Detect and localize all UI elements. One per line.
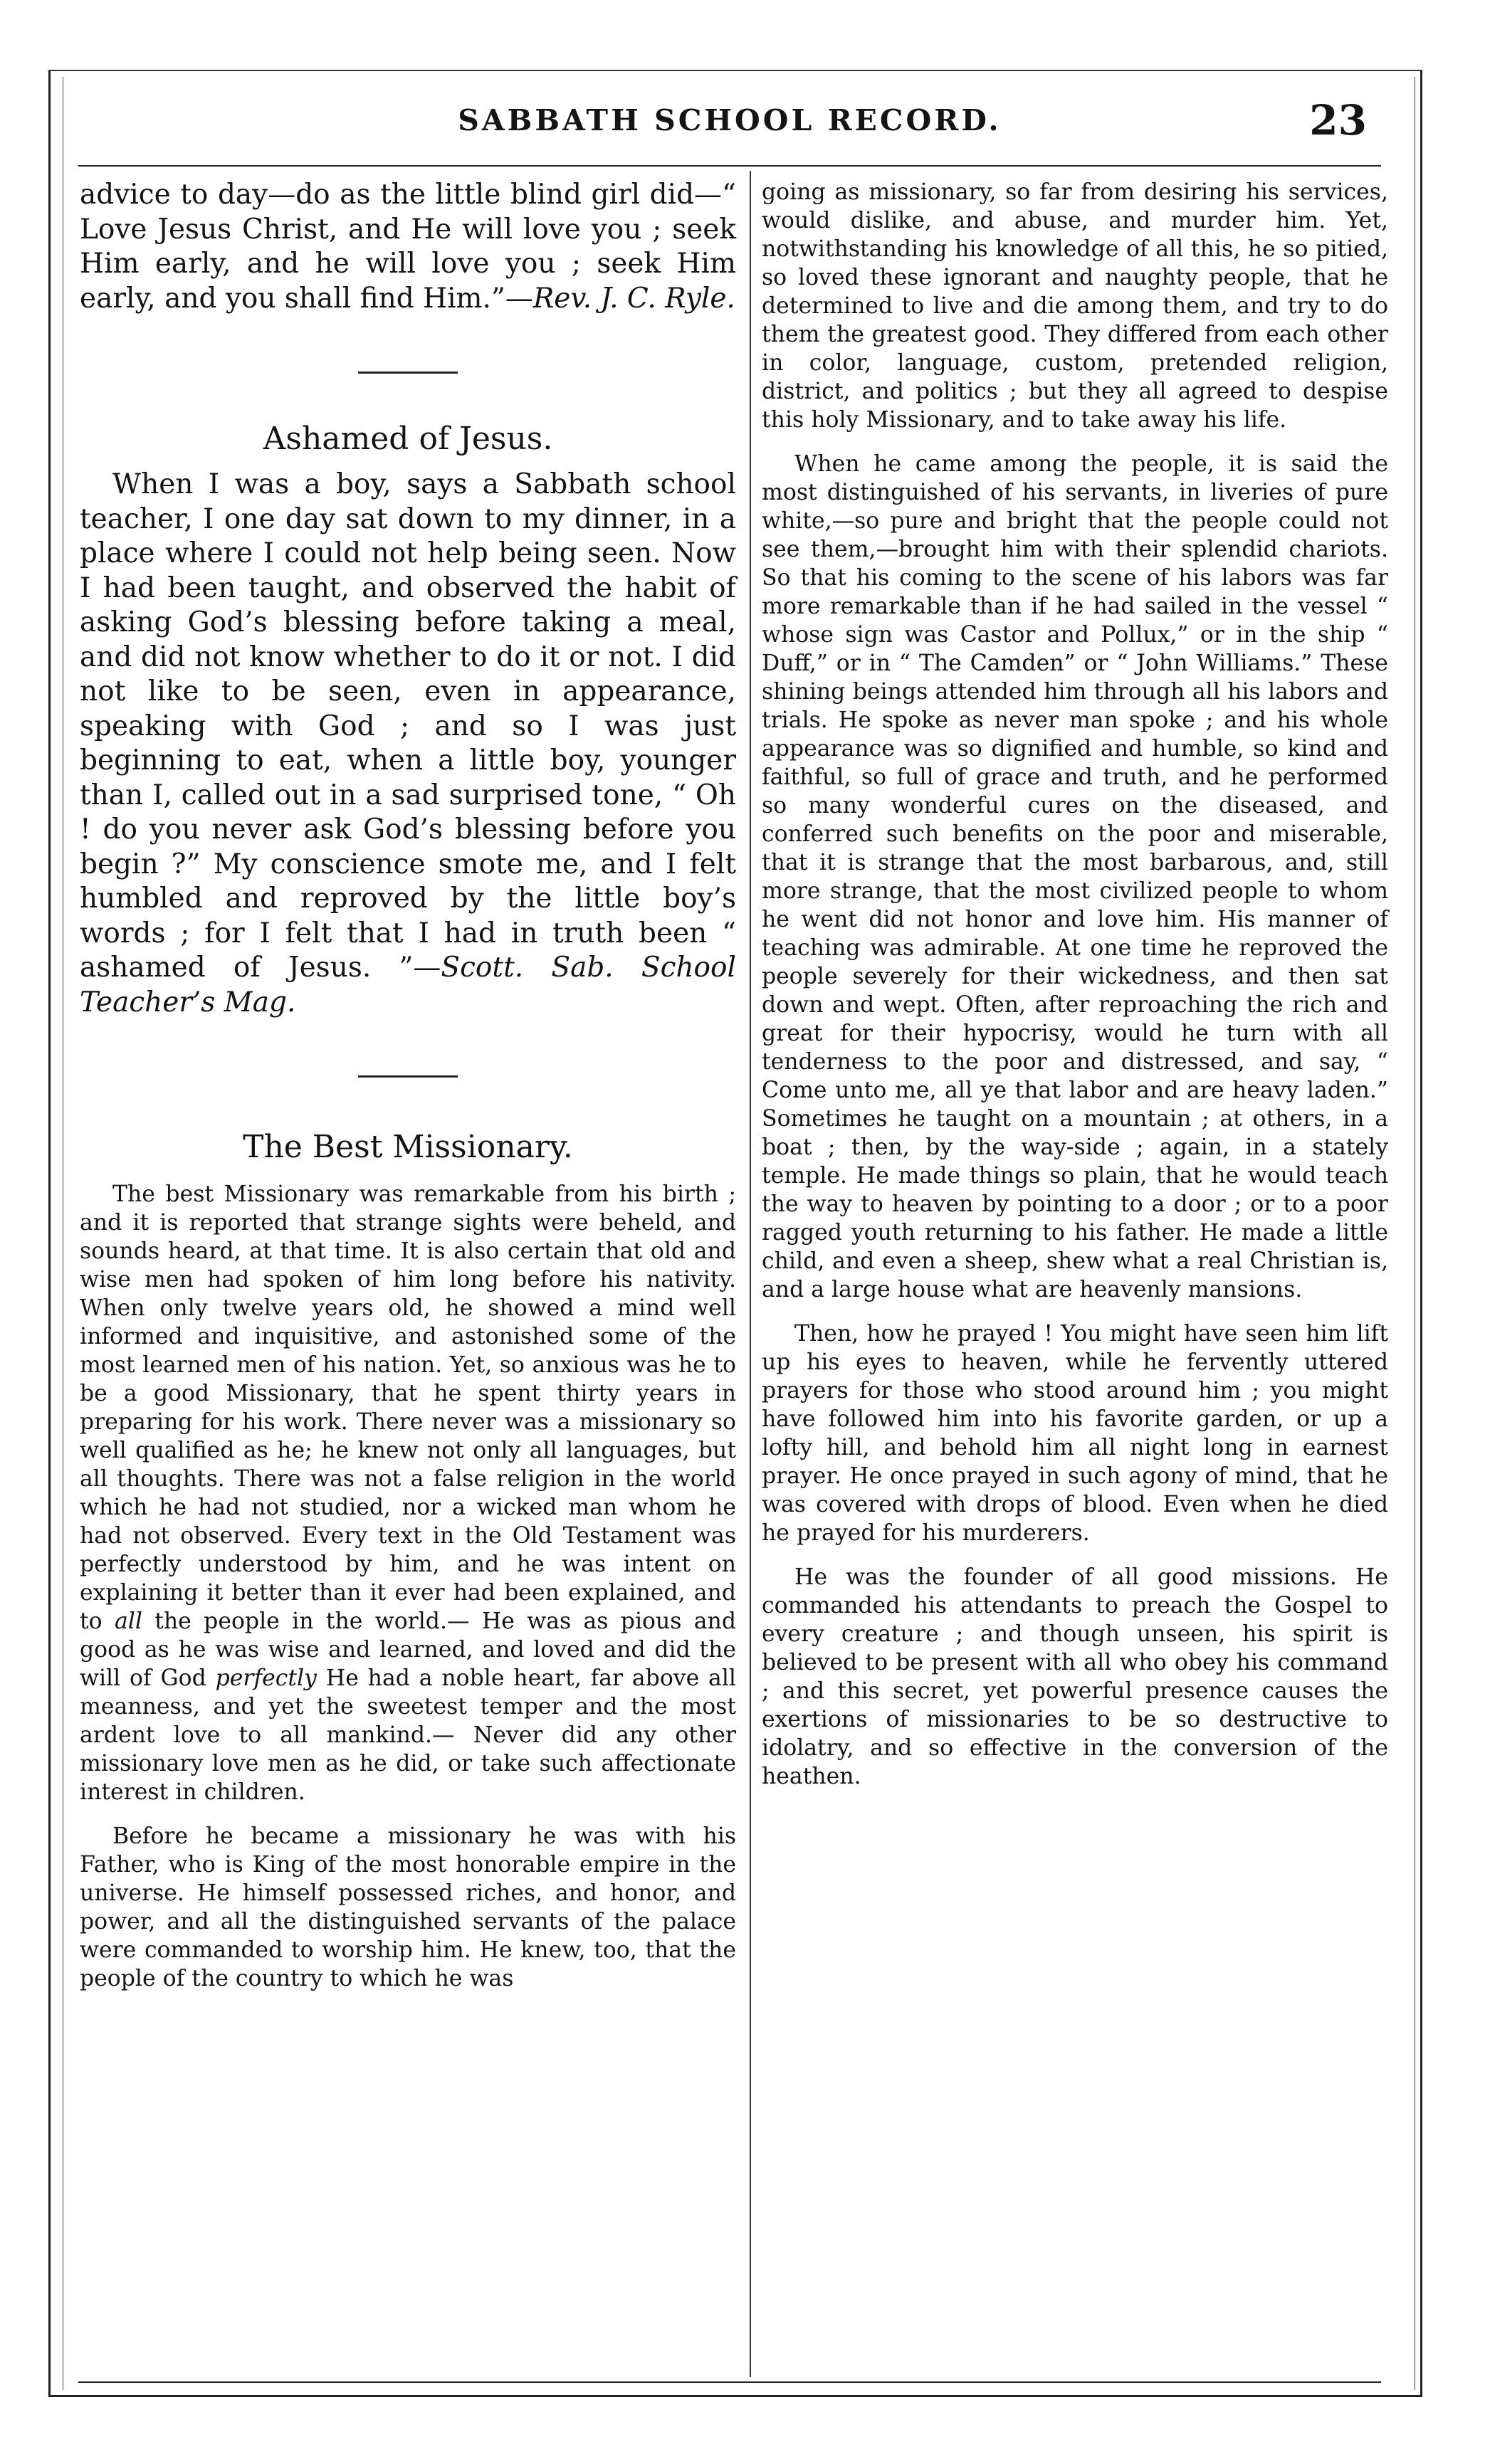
right-column: [762, 178, 1388, 1791]
continuation-paragraph: [80, 178, 736, 316]
ashamed-text: When I was a boy, says a Sabbath school teacher, I one day sat down to my dinner, in a place where I could not help being seen. Now I had been taught, and observed the habit of asking God’s blessing before taking a meal, and did not know whether to do it or not. I did not like to be seen, even in appearance, speaking with God ; and so I was just beginning to eat, when a little boy, younger than I, called out in a sad surprised tone, “ Oh ! do you never ask God’s blessing before you begin ?” My conscience smote me, and I felt humbled and reproved by the little boy’s words ; for I felt that I had in truth been “ ashamed of Jesus. ”: [80, 468, 736, 984]
best-paragraph-2: Before he became a missionary he was with his Father, who is King of the most honorable empire in the universe. He himself possessed riches, and honor, and power, and all the distinguished servants of the palace were commanded to worship him. He knew, too, that the people of the country to which he was: [80, 1823, 736, 1991]
header-rule: [78, 165, 1381, 167]
article-title-ashamed: Ashamed of Jesus.: [263, 421, 553, 457]
best-emphasis-perfectly: perfectly: [215, 1665, 317, 1691]
right-paragraph-2: When he came among the people, it is said the most distinguished of his servants, in liveries of pure white,—so pure and bright that the people could not see them,—brought him with their splendid chariots. So that his coming to the scene of his labors was far more remarkable than if he had sailed in the vessel “ whose sign was Castor and Pollux,” or in the ship “ Duff,” or in “ The Camden” or “ John Williams.” These shining beings attended him through all his labors and trials. He spoke as never man spoke ; and his whole appearance was so dignified and humble, so kind and faithful, so full of grace and truth, and he performed so many wonderful cures on the diseased, and conferred such benefits on the poor and miserable, that it is strange that the most barbarous, and, still more strange, that the most civilized people to whom he went did not honor and love him. His manner of teaching was admirable. At one time he reproved the people severely for their wickedness, and then sat down and wept. Often, after reproaching the rich and great for their hypocrisy, would he turn with all tenderness to the poor and distressed, and say, “ Come unto me, all ye that labor and are heavy laden.” Sometimes he taught on a mountain ; at others, in a boat ; then, by the way-side ; again, in a stately temple. He made things so plain, that he would teach the way to heaven by pointing to a door ; or to a poor ragged youth returning to his father. He made a little child, and even a sheep, shew what a real Christian is, and a large house what are heavenly mansions.: [762, 451, 1388, 1302]
best-paragraph-1: [80, 1180, 736, 1806]
best-text-1b: the people in the world.— He was as pious and good as he was wise and learned, and loved and did the will of God: [80, 1609, 736, 1691]
best-text-1a: The best Missionary was remarkable from his birth ; and it is reported that strange sights were beheld, and sounds heard, at that time. It is also certain that old and wise men had spoken of him long before his nativity. When only twelve years old, he showed a mind well informed and inquisitive, and astonished some of the most learned men of his nation. Yet, so anxious was he to be a good Missionary, that he spent thirty years in preparing for his work. There never was a missionary so well qualified as he; he knew not only all languages, but all thoughts. There was not a false religion in the world which he had not studied, nor a wicked man whom he had not observed. Every text in the Old Testament was perfectly understood by him, and he was intent on explaining it better than it ever had been explained, and to: [80, 1181, 736, 1634]
left-column: [80, 178, 736, 1993]
column-divider: [750, 171, 751, 2377]
best-emphasis-all: all: [114, 1609, 142, 1634]
continuation-text: advice to day—do as the little blind girl did—“ Love Jesus Christ, and He will love you ; seek Him early, and he will love you ; seek Him early, and you shall find Him.”: [80, 179, 736, 315]
running-title: SABBATH SCHOOL RECORD.: [458, 103, 1002, 137]
ashamed-signature: —Scott. Sab. School Teacher’s Mag.: [80, 952, 736, 1018]
right-paragraph-4: He was the founder of all good missions. He commanded his attendants to preach the Gospel to every creature ; and though unseen, his spirit is believed to be present with all who obey his command ; and this secret, yet powerful presence causes the exertions of missionaries to be so destructive to idolatry, and so effective in the conversion of the heathen.: [762, 1564, 1388, 1789]
ashamed-paragraph: [80, 468, 736, 1020]
section-separator: [358, 372, 458, 374]
footer-rule: [78, 2381, 1381, 2383]
page-header: [78, 96, 1381, 160]
right-paragraph-1: going as missionary, so far from desiring his services, would dislike, and abuse, and murder him. Yet, notwithstanding his knowledge of all this, he so pitied, so loved these ignorant and naughty people, that he determined to live and die among them, and try to do them the greatest good. They differed from each other in color, language, custom, pretended religion, district, and politics ; but they all agreed to despise this holy Missionary, and to take away his life.: [762, 179, 1388, 433]
page-number: 23: [1309, 96, 1367, 144]
right-paragraph-3: Then, how he prayed ! You might have seen him lift up his eyes to heaven, while he fervently uttered prayers for those who stood around him ; you might have followed him into his favorite garden, or up a lofty hill, and behold him all night long in earnest prayer. He once prayed in such agony of mind, that he was covered with drops of blood. Even when he died he prayed for his murderers.: [762, 1321, 1388, 1546]
section-separator: [358, 1075, 458, 1078]
best-text-1c: He had a noble heart, far above all meanness, and yet the sweetest temper and the most ardent love to all mankind.— Never did any other missionary love men as he did, or take such affectionate interest in children.: [80, 1665, 736, 1805]
article-title-best-missionary: The Best Missionary.: [243, 1129, 573, 1165]
continuation-signature: —Rev. J. C. Ryle.: [505, 282, 735, 315]
